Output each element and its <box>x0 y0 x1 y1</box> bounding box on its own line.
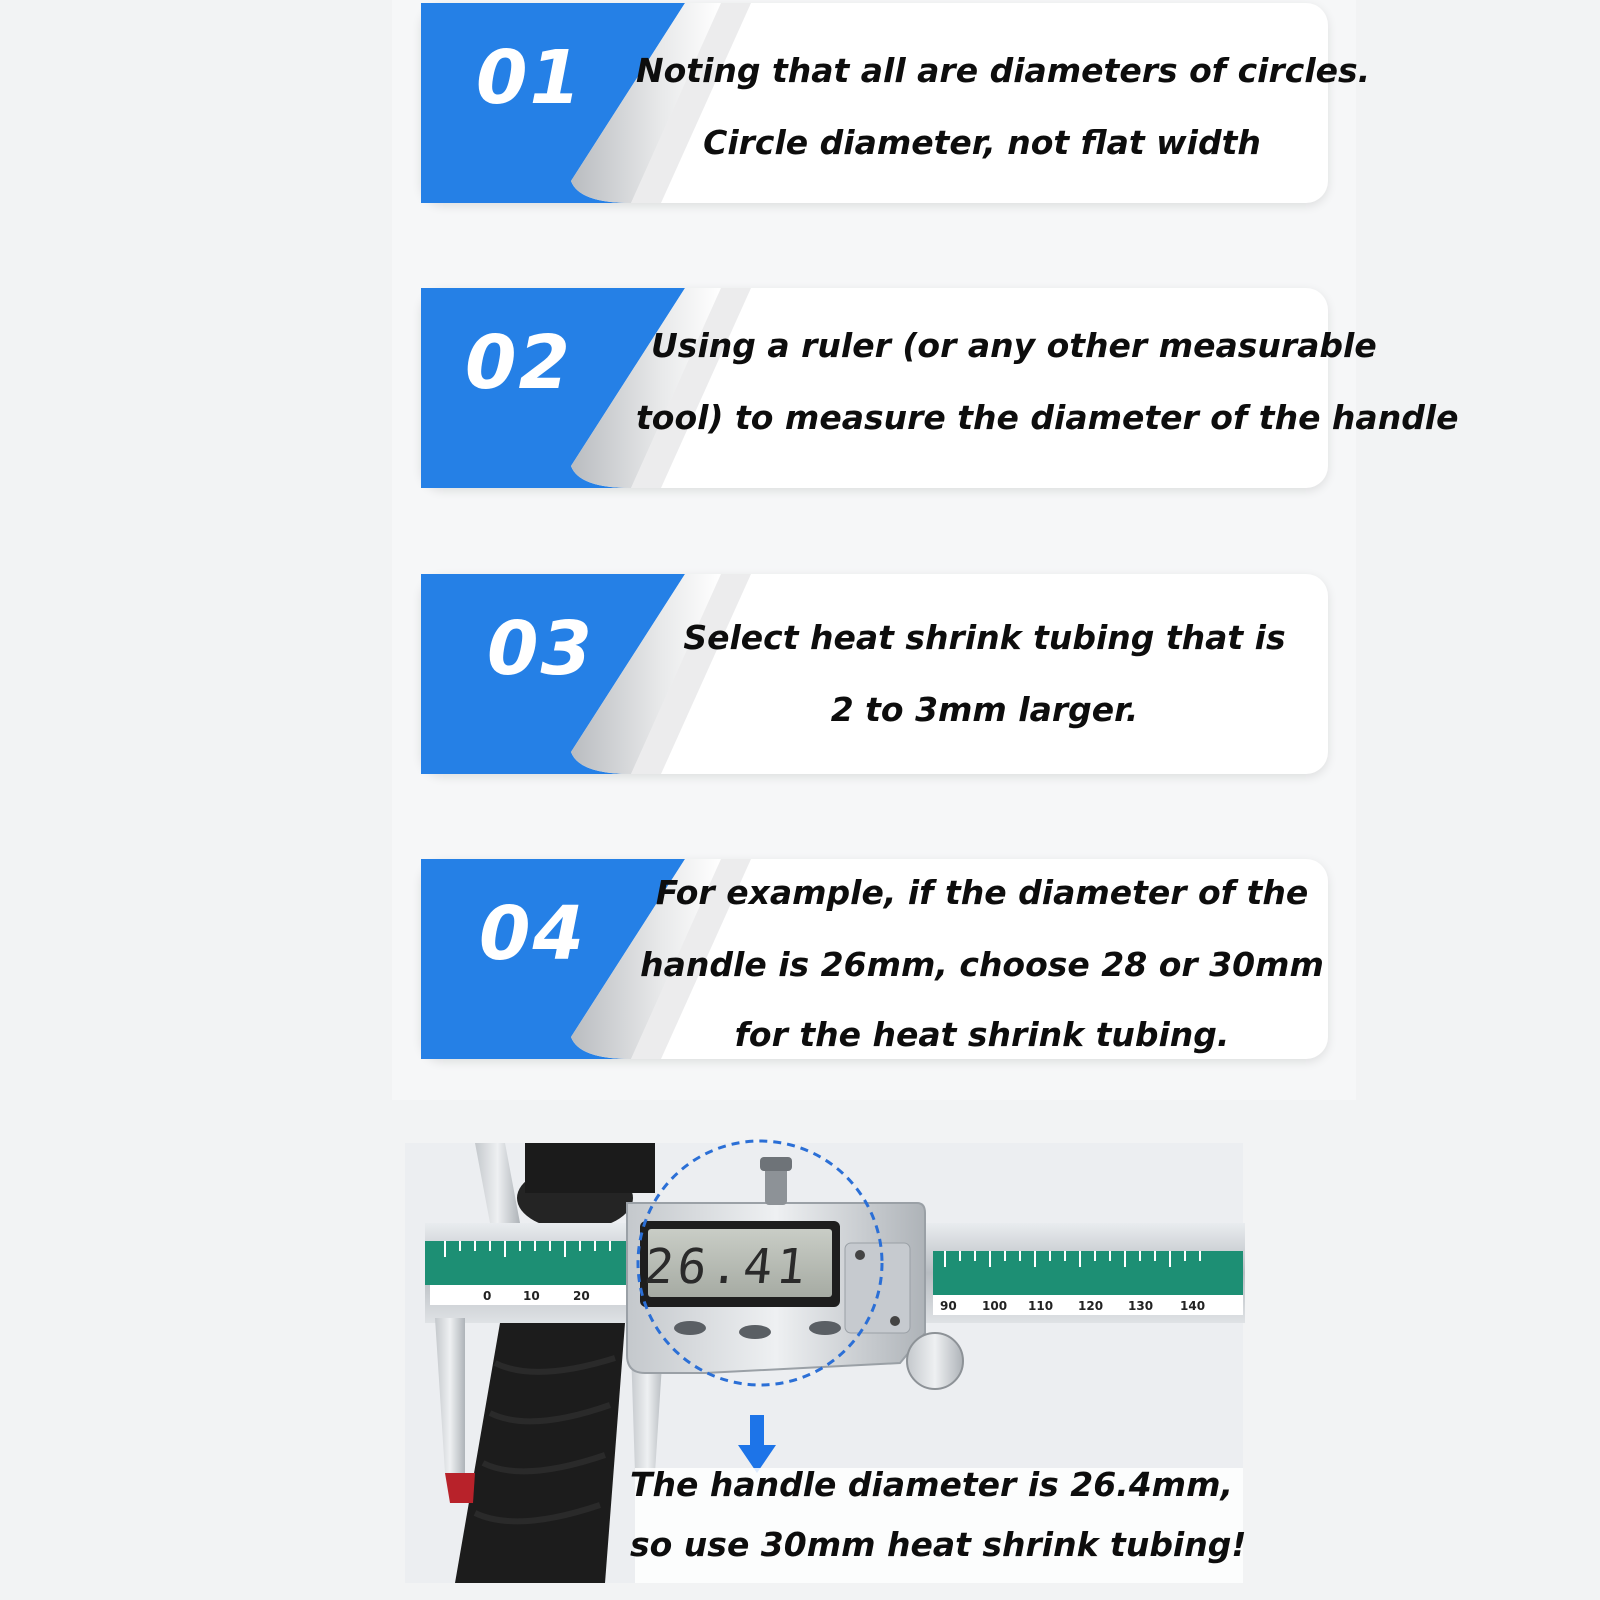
step-number: 02 <box>465 320 572 406</box>
scale-label: 140 <box>1180 1299 1206 1313</box>
step-card-02 <box>421 288 1459 488</box>
step-text-line: tool) to measure the diameter of the handle <box>636 398 1459 437</box>
thumb-wheel <box>907 1333 963 1389</box>
scale-label: 100 <box>982 1299 1008 1313</box>
step-number: 01 <box>476 35 583 121</box>
scale-label: 0 <box>483 1289 492 1303</box>
caliper-button <box>674 1321 706 1335</box>
scale-label: 130 <box>1128 1299 1154 1313</box>
caption-line: so use 30mm heat shrink tubing! <box>630 1525 1247 1564</box>
step-text-line: Using a ruler (or any other measurable <box>651 326 1377 365</box>
caliper-illustration <box>405 1143 1247 1583</box>
scale-label: 20 <box>573 1289 590 1303</box>
scale-label: 120 <box>1078 1299 1104 1313</box>
lcd-reading: 26.41 <box>641 1239 813 1295</box>
scale-strip-right <box>933 1251 1243 1295</box>
step-text-line: Select heat shrink tubing that is <box>683 618 1286 657</box>
step-card-04 <box>421 859 1328 1059</box>
step-text-line: For example, if the diameter of the <box>655 873 1309 912</box>
step-text-line: 2 to 3mm larger. <box>830 690 1139 729</box>
step-card-01 <box>421 3 1371 203</box>
caliper-measurement-photo <box>405 1143 1247 1583</box>
step-text-line: for the heat shrink tubing. <box>734 1015 1230 1054</box>
step-text-line: handle is 26mm, choose 28 or 30mm <box>640 945 1324 984</box>
step-card-03 <box>421 574 1328 774</box>
step-number: 04 <box>479 891 586 977</box>
caption-line: The handle diameter is 26.4mm, <box>630 1465 1233 1504</box>
caliper-button <box>809 1321 841 1335</box>
step-number: 03 <box>487 606 594 692</box>
scale-strip-left <box>425 1241 640 1285</box>
scale-label: 110 <box>1028 1299 1054 1313</box>
step-text-line: Circle diameter, not flat width <box>703 123 1261 162</box>
scale-label: 90 <box>940 1299 957 1313</box>
scale-label: 10 <box>523 1289 540 1303</box>
caliper-button <box>739 1325 771 1339</box>
step-text-line: Noting that all are diameters of circles. <box>636 51 1371 90</box>
